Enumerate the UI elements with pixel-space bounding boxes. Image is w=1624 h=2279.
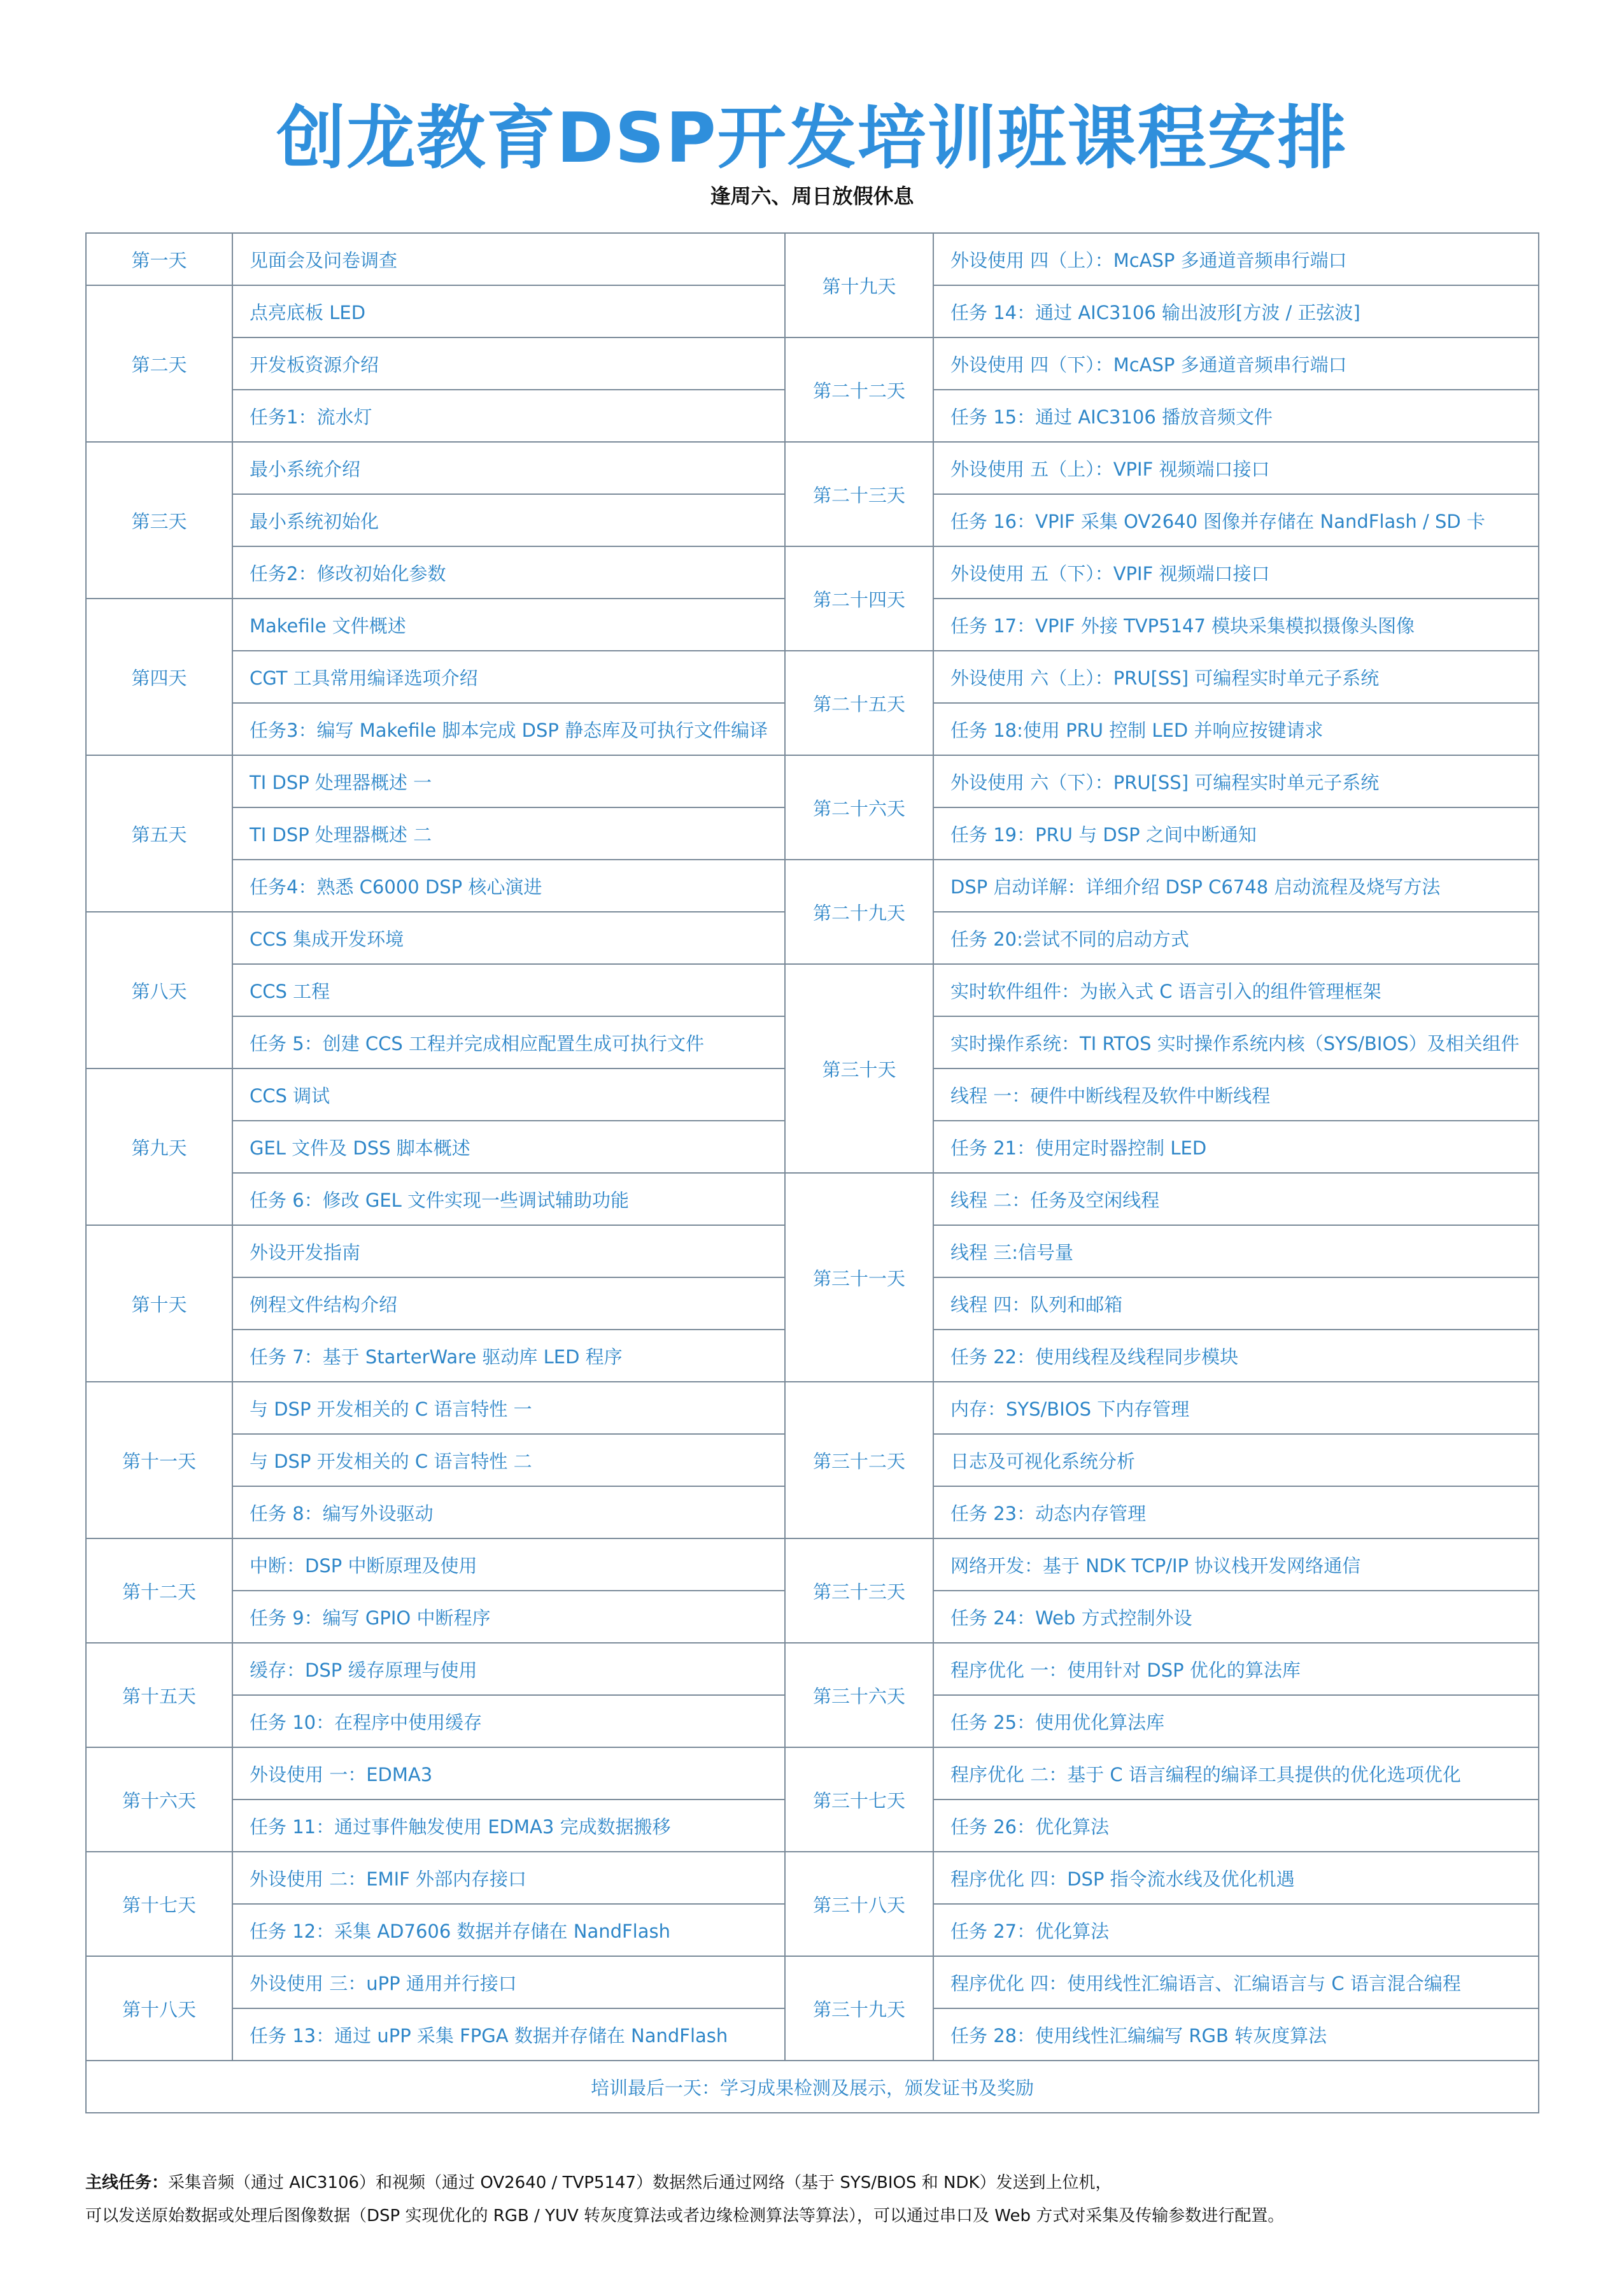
day-cell: 第十八天 — [86, 1956, 232, 2061]
table-row — [86, 442, 1539, 494]
task-cell: 线程 三:信号量 — [933, 1225, 1539, 1277]
day-cell: 第十九天 — [785, 233, 933, 337]
day-cell: 第二十三天 — [785, 442, 933, 546]
task-cell: 内存：SYS/BIOS 下内存管理 — [933, 1382, 1539, 1434]
table-row — [86, 1643, 1539, 1695]
task-cell: Makefile 文件概述 — [232, 599, 785, 651]
day-cell: 第二天 — [86, 285, 232, 442]
task-cell: 点亮底板 LED — [232, 285, 785, 337]
day-cell: 第二十五天 — [785, 651, 933, 755]
task-cell: 任务1：流水灯 — [232, 390, 785, 442]
task-cell: 外设使用 一：EDMA3 — [232, 1747, 785, 1800]
day-cell: 第十一天 — [86, 1382, 232, 1538]
day-cell: 第三十六天 — [785, 1643, 933, 1747]
task-cell: 任务 20:尝试不同的启动方式 — [933, 912, 1539, 964]
task-cell: 任务 25：使用优化算法库 — [933, 1695, 1539, 1747]
task-cell: 任务 21：使用定时器控制 LED — [933, 1121, 1539, 1173]
task-cell: 见面会及问卷调查 — [232, 233, 785, 285]
table-row — [86, 337, 1539, 390]
task-cell: TI DSP 处理器概述 二 — [232, 807, 785, 860]
task-cell: 任务 26：优化算法 — [933, 1800, 1539, 1852]
day-cell: 第二十九天 — [785, 860, 933, 964]
task-cell: 任务 23：动态内存管理 — [933, 1486, 1539, 1538]
task-cell: 最小系统初始化 — [232, 494, 785, 546]
task-cell: 线程 二：任务及空闲线程 — [933, 1173, 1539, 1225]
task-cell: 线程 一：硬件中断线程及软件中断线程 — [933, 1069, 1539, 1121]
table-row — [86, 546, 1539, 599]
day-cell: 第二十四天 — [785, 546, 933, 651]
task-cell: 任务 18:使用 PRU 控制 LED 并响应按键请求 — [933, 703, 1539, 755]
day-cell: 第十二天 — [86, 1538, 232, 1643]
task-cell: 例程文件结构介绍 — [232, 1277, 785, 1330]
table-row — [86, 1538, 1539, 1591]
table-row — [86, 755, 1539, 807]
day-cell: 第十五天 — [86, 1643, 232, 1747]
task-cell: 任务 19：PRU 与 DSP 之间中断通知 — [933, 807, 1539, 860]
day-cell: 第十七天 — [86, 1852, 232, 1956]
task-cell: TI DSP 处理器概述 一 — [232, 755, 785, 807]
task-cell: 任务4：熟悉 C6000 DSP 核心演进 — [232, 860, 785, 912]
day-cell: 第三十天 — [785, 964, 933, 1173]
day-cell: 第一天 — [86, 233, 232, 285]
task-cell: 任务 8：编写外设驱动 — [232, 1486, 785, 1538]
footer-line-2: 可以发送原始数据或处理后图像数据（DSP 实现优化的 RGB / YUV 转灰度算法或者边缘检测算法等算法），可以通过串口及 Web 方式对采集及传输参数进行配置。 — [85, 2206, 1285, 2226]
day-cell: 第三十三天 — [785, 1538, 933, 1643]
task-cell: CGT 工具常用编译选项介绍 — [232, 651, 785, 703]
day-cell: 第十六天 — [86, 1747, 232, 1852]
task-cell: 开发板资源介绍 — [232, 337, 785, 390]
schedule-table — [85, 232, 1539, 2113]
task-cell: 任务 28：使用线性汇编编写 RGB 转灰度算法 — [933, 2008, 1539, 2061]
table-row — [86, 860, 1539, 912]
main-task-note — [85, 2166, 1538, 2233]
table-row — [86, 1173, 1539, 1225]
task-cell: 外设使用 四（上）：McASP 多通道音频串行端口 — [933, 233, 1539, 285]
task-cell: 任务 27：优化算法 — [933, 1904, 1539, 1956]
task-cell: 缓存：DSP 缓存原理与使用 — [232, 1643, 785, 1695]
page-subtitle: 逢周六、周日放假休息 — [710, 184, 914, 208]
task-cell: 外设使用 二：EMIF 外部内存接口 — [232, 1852, 785, 1904]
task-cell: 任务 12：采集 AD7606 数据并存储在 NandFlash — [232, 1904, 785, 1956]
task-cell: DSP 启动详解：详细介绍 DSP C6748 启动流程及烧写方法 — [933, 860, 1539, 912]
task-cell: CCS 调试 — [232, 1069, 785, 1121]
task-cell: 任务3：编写 Makefile 脚本完成 DSP 静态库及可执行文件编译 — [232, 703, 785, 755]
task-cell: 最小系统介绍 — [232, 442, 785, 494]
task-cell: 任务 24：Web 方式控制外设 — [933, 1591, 1539, 1643]
task-cell: 与 DSP 开发相关的 C 语言特性 二 — [232, 1434, 785, 1486]
footer-text-1: 采集音频（通过 AIC3106）和视频（通过 OV2640 / TVP5147）数据然后通过网络（基于 SYS/BIOS 和 NDK）发送到上位机， — [168, 2173, 1112, 2192]
task-cell: 任务 22：使用线程及线程同步模块 — [933, 1330, 1539, 1382]
day-cell: 第三天 — [86, 442, 232, 599]
page-title: 创龙教育DSP开发培训班课程安排 — [276, 99, 1348, 178]
task-cell: 任务 6：修改 GEL 文件实现一些调试辅助功能 — [232, 1173, 785, 1225]
day-cell: 第九天 — [86, 1069, 232, 1225]
table-row — [86, 1747, 1539, 1800]
footer-line-1 — [85, 2166, 1538, 2199]
task-cell: 任务 13：通过 uPP 采集 FPGA 数据并存储在 NandFlash — [232, 2008, 785, 2061]
day-cell: 第三十九天 — [785, 1956, 933, 2061]
task-cell: 外设使用 六（下）：PRU[SS] 可编程实时单元子系统 — [933, 755, 1539, 807]
footer-label: 主线任务： — [85, 2173, 169, 2192]
task-cell: 任务 11：通过事件触发使用 EDMA3 完成数据搬移 — [232, 1800, 785, 1852]
task-cell: CCS 集成开发环境 — [232, 912, 785, 964]
day-cell: 第八天 — [86, 912, 232, 1069]
task-cell: 程序优化 一：使用针对 DSP 优化的算法库 — [933, 1643, 1539, 1695]
task-cell: 外设使用 三：uPP 通用并行接口 — [232, 1956, 785, 2008]
task-cell: 任务 17：VPIF 外接 TVP5147 模块采集模拟摄像头图像 — [933, 599, 1539, 651]
task-cell: 外设使用 六（上）：PRU[SS] 可编程实时单元子系统 — [933, 651, 1539, 703]
task-cell: 任务 9：编写 GPIO 中断程序 — [232, 1591, 785, 1643]
final-row-text: 培训最后一天：学习成果检测及展示，颁发证书及奖励 — [86, 2061, 1539, 2113]
day-cell: 第三十七天 — [785, 1747, 933, 1852]
task-cell: 外设使用 五（上）：VPIF 视频端口接口 — [933, 442, 1539, 494]
task-cell: 任务 10：在程序中使用缓存 — [232, 1695, 785, 1747]
day-cell: 第十天 — [86, 1225, 232, 1382]
task-cell: CCS 工程 — [232, 964, 785, 1016]
task-cell: 实时软件组件：为嵌入式 C 语言引入的组件管理框架 — [933, 964, 1539, 1016]
table-row — [86, 1382, 1539, 1434]
schedule-body — [86, 233, 1539, 2061]
task-cell: 任务2：修改初始化参数 — [232, 546, 785, 599]
day-cell: 第四天 — [86, 599, 232, 755]
day-cell: 第三十八天 — [785, 1852, 933, 1956]
task-cell: 日志及可视化系统分析 — [933, 1434, 1539, 1486]
table-row — [86, 233, 1539, 285]
day-cell: 第五天 — [86, 755, 232, 912]
task-cell: 外设使用 五（下）：VPIF 视频端口接口 — [933, 546, 1539, 599]
day-cell: 第三十二天 — [785, 1382, 933, 1538]
task-cell: 程序优化 四：使用线性汇编语言、汇编语言与 C 语言混合编程 — [933, 1956, 1539, 2008]
task-cell: 线程 四：队列和邮箱 — [933, 1277, 1539, 1330]
day-cell: 第三十一天 — [785, 1173, 933, 1382]
task-cell: 与 DSP 开发相关的 C 语言特性 一 — [232, 1382, 785, 1434]
table-row — [86, 1956, 1539, 2008]
task-cell: 任务 16：VPIF 采集 OV2640 图像并存储在 NandFlash / SD 卡 — [933, 494, 1539, 546]
task-cell: 中断：DSP 中断原理及使用 — [232, 1538, 785, 1591]
task-cell: 程序优化 二：基于 C 语言编程的编译工具提供的优化选项优化 — [933, 1747, 1539, 1800]
task-cell: 实时操作系统：TI RTOS 实时操作系统内核（SYS/BIOS）及相关组件 — [933, 1016, 1539, 1069]
task-cell: 程序优化 四：DSP 指令流水线及优化机遇 — [933, 1852, 1539, 1904]
task-cell: 任务 15：通过 AIC3106 播放音频文件 — [933, 390, 1539, 442]
task-cell: 外设使用 四（下）：McASP 多通道音频串行端口 — [933, 337, 1539, 390]
task-cell: 任务 14：通过 AIC3106 输出波形[方波 / 正弦波] — [933, 285, 1539, 337]
table-row — [86, 651, 1539, 703]
task-cell: 任务 7：基于 StarterWare 驱动库 LED 程序 — [232, 1330, 785, 1382]
table-row — [86, 1852, 1539, 1904]
day-cell: 第二十二天 — [785, 337, 933, 442]
task-cell: 任务 5：创建 CCS 工程并完成相应配置生成可执行文件 — [232, 1016, 785, 1069]
table-row — [86, 964, 1539, 1016]
task-cell: GEL 文件及 DSS 脚本概述 — [232, 1121, 785, 1173]
task-cell: 网络开发：基于 NDK TCP/IP 协议栈开发网络通信 — [933, 1538, 1539, 1591]
final-row — [86, 2061, 1539, 2113]
task-cell: 外设开发指南 — [232, 1225, 785, 1277]
day-cell: 第二十六天 — [785, 755, 933, 860]
